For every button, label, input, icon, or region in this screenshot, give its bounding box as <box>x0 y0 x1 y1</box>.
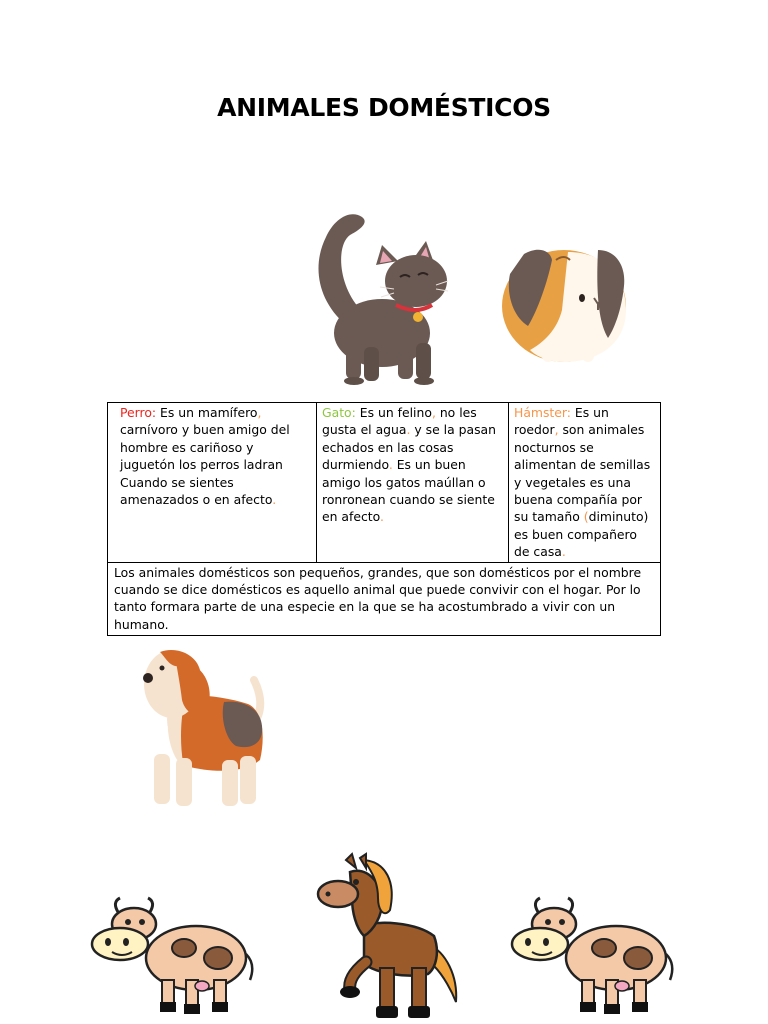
perro-label: Perro: <box>120 405 157 420</box>
info-table <box>107 402 661 636</box>
page-title: ANIMALES DOMÉSTICOS <box>217 93 551 122</box>
cell-gato: Gato: Es un felino, no les gusta el agua. y se la pasan echados en las cosas durmiendo. Es un buen amigo los gatos maúllan o ronronean cuando se siente en afecto. <box>317 403 509 563</box>
cow-illustration <box>510 896 682 1018</box>
cat-illustration <box>312 205 452 387</box>
table-row <box>108 403 661 563</box>
hamster-illustration <box>498 240 630 368</box>
table-row <box>108 562 661 636</box>
horse-illustration <box>316 852 466 1022</box>
cow-illustration <box>90 896 262 1018</box>
cell-perro: Perro: Es un mamífero, carnívoro y buen amigo del hombre es cariñoso y juguetón los perros ladran Cuando se sientes amenazados o en afecto. <box>108 403 317 563</box>
summary-cell: Los animales domésticos son pequeños, grandes, que son domésticos por el nombre cuando se dice domésticos es aquello animal que puede convivir con el hogar. Por lo tanto formara parte de una especie en la que se ha acostumbrado a vivir con un humano. <box>108 562 661 636</box>
hamster-label: Hámster: <box>514 405 571 420</box>
cell-hamster: Hámster: Es un roedor, son animales nocturnos se alimentan de semillas y vegetales es una buena compañía por su tamaño (diminuto) es buen compañero de casa. <box>509 403 661 563</box>
dog-illustration <box>136 644 270 812</box>
gato-label: Gato: <box>322 405 356 420</box>
